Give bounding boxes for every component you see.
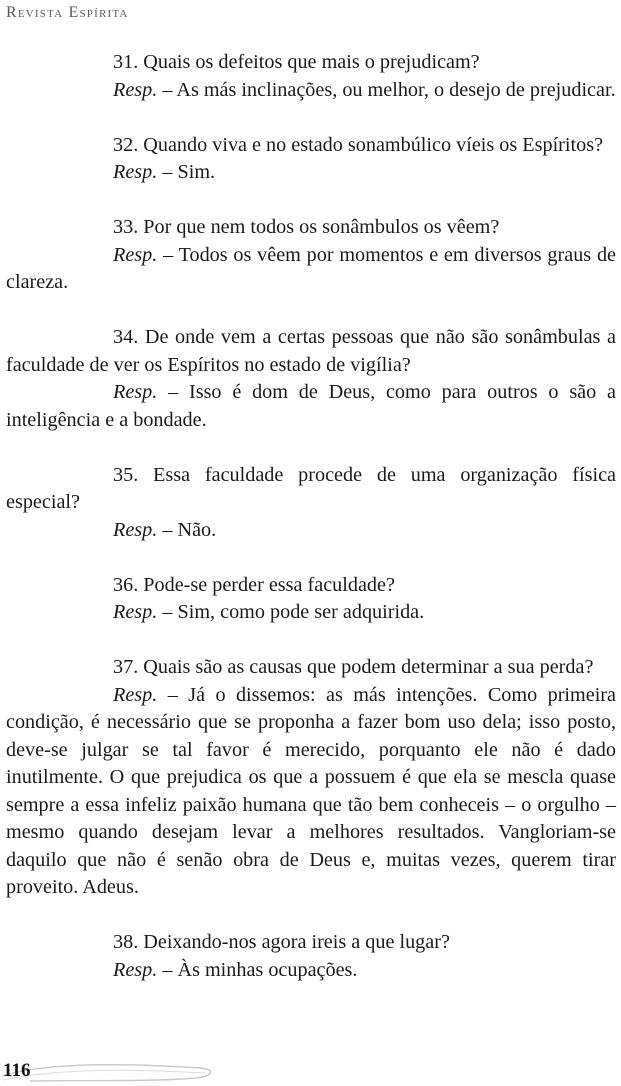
question-38: 38. Deixando-nos agora ireis a que lugar? [113,931,450,953]
page-footer [0,1054,621,1086]
answer-33-text: – Todos os vêem por momentos e em diversos graus de clareza. [6,243,616,293]
resp-label: Resp. [113,518,158,541]
question-37: 37. Quais são as causas que podem determinar a sua perda? [113,656,594,678]
answer-35 [6,517,616,545]
question-36: 36. Pode-se perder essa faculdade? [113,573,395,596]
resp-label: Resp. [113,78,158,101]
answer-36 [6,599,616,627]
answer-38-text: – Às minhas ocupações. [157,958,358,981]
question-34: 34. De onde vem a certas pessoas que não são sonâmbulas a faculdade de ver os Espíritos no estado de vigília? [6,326,616,376]
resp-label: Resp. [113,161,158,183]
answer-31 [6,77,616,105]
running-header: Revista Espírita [6,4,129,21]
answer-34-text: – Isso é dom de Deus, como para outros o são a inteligência e a bondade. [6,381,616,431]
page-number: 116 [3,1060,31,1081]
answer-35-text: – Não. [157,518,217,541]
resp-label: Resp. [113,381,158,403]
resp-label: Resp. [113,683,158,706]
question-31: 31. Quais os defeitos que mais o prejudicam? [113,51,480,73]
answer-38 [6,957,616,985]
resp-label: Resp. [113,601,158,623]
resp-label: Resp. [113,243,158,266]
answer-32-text: – Sim. [157,161,216,183]
answer-31-text: – As más inclinações, ou melhor, o desejo de prejudicar. [157,78,616,101]
qa-content [6,49,616,984]
question-35: 35. Essa faculdade procede de uma organização física especial? [6,463,616,513]
answer-37-text: – Já o dissemos: as más intenções. Como primeira condição, é necessário que se proponha a fazer bom uso dela; isso posto, deve-se julgar se tal favor é merecido, porquanto ele não é dado inutilmente. O que prejudica os que a possuem é que ela se mescla quase sempre a essa infeliz paixão humana que tão bem conheceis – o orgulho – mesmo quando desejam levar a melhores resultados. Vangloriam-se daquilo que não é senão obra de Deus e, muitas vezes, querem tirar proveito. Adeus. [6,683,616,898]
answer-33 [6,242,616,297]
answer-37 [6,682,616,902]
answer-34 [6,379,616,434]
footer-swoosh-ornament [0,1054,240,1086]
answer-32 [6,159,616,187]
question-33: 33. Por que nem todos os sonâmbulos os vêem? [113,216,500,238]
answer-36-text: – Sim, como pode ser adquirida. [157,601,425,623]
resp-label: Resp. [113,958,158,981]
question-32: 32. Quando viva e no estado sonambúlico víeis os Espíritos? [113,133,604,156]
